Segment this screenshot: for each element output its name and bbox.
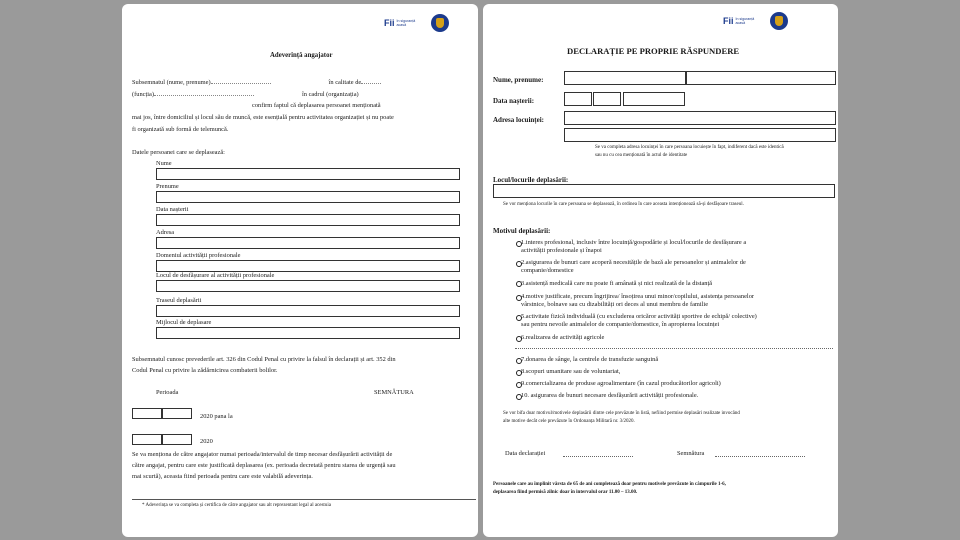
- surname-field[interactable]: [156, 191, 460, 203]
- reason-3-text: 3.asistență medicală care nu poate fi amânată și nici realizată de la distanță: [521, 280, 713, 287]
- period-end-day[interactable]: [132, 434, 162, 445]
- footnote: * Adeverința se va completa și certifica de către angajator sau alt reprezentant legal al acestuia: [142, 503, 331, 508]
- period-start-month[interactable]: [162, 408, 192, 419]
- name-field[interactable]: [156, 168, 460, 180]
- workplace-field[interactable]: [156, 280, 460, 292]
- field-label: Traseul deplasării: [156, 297, 202, 304]
- period-start-day[interactable]: [132, 408, 162, 419]
- birth-month-field[interactable]: [593, 92, 621, 106]
- campaign-logo: Fii în siguranță acasă: [723, 12, 788, 30]
- text-line: Se va menționa de către angajator numai perioada/intervalul de timp necesar desfășurării activității de: [132, 451, 393, 458]
- destination-note: Se vor menționa locurile în care persoana se deplasează, în ordinea în care aceasta intenționează să-și desfășoare traseul.: [503, 202, 744, 207]
- address-field-1[interactable]: [564, 111, 836, 125]
- reason-1-text: 1.interes profesional, inclusiv între locuință/gospodărie și locul/locurile de desfășurare a activității profesionale și înapoi: [521, 239, 747, 255]
- romanian-crest-icon: [431, 14, 449, 32]
- text-line: către angajat, pentru care este justificată deplasarea (ex. perioada decretată pentru starea de urgență sau: [132, 462, 396, 469]
- romanian-crest-icon: [770, 12, 788, 30]
- campaign-logo: Fii în siguranță acasă: [384, 14, 449, 32]
- field-label: Locul/locurile deplasării:: [493, 176, 569, 184]
- field-label: Locul de desfășurare al activității profesionale: [156, 272, 275, 279]
- text-line: Subsemnatul (nume, prenume) în calitate de: [132, 78, 381, 87]
- date-label: Data declarației: [505, 450, 546, 457]
- address-note: Se va completa adresa locuinței în care persoana locuiește în fapt, indiferent dacă este identică: [595, 145, 784, 150]
- reason-7-text: 7.donarea de sânge, la centrele de transfuzie sanguină: [521, 356, 659, 363]
- section-label: Motivul deplasării:: [493, 227, 551, 235]
- reason-10-text: 10. asigurarea de bunuri necesare desfășurării activității profesionale.: [521, 392, 699, 399]
- transport-field[interactable]: [156, 327, 460, 339]
- address-field-2[interactable]: [564, 128, 836, 142]
- reason-9-text: 9.comercializarea de produse agroalimentare (în cazul producătorilor agricoli): [521, 380, 721, 387]
- field-label: Domeniul activității profesionale: [156, 252, 241, 259]
- text-line: confirm faptul că deplasarea persoanei menționată: [252, 102, 381, 109]
- activity-domain-field[interactable]: [156, 260, 460, 272]
- address-field[interactable]: [156, 237, 460, 249]
- self-declaration-page: [483, 4, 838, 537]
- reason-6-text: 6.realizarea de activități agricole: [521, 334, 605, 341]
- page-title: Adeverință angajator: [270, 52, 333, 59]
- reasons-note: alte motive decât cele prevăzute în Ordonanța Militară nr. 3/2020.: [503, 419, 635, 424]
- field-label: Prenume: [156, 183, 179, 190]
- birthdate-field[interactable]: [156, 214, 460, 226]
- date-line[interactable]: [563, 456, 633, 457]
- period-label: Perioada: [156, 389, 179, 396]
- reasons-note: Se vor bifa doar motivul/motivele deplasării dintre cele prevăzute în listă, nefiind permise deplasări realizate invocând: [503, 411, 740, 416]
- field-label: Adresa: [156, 229, 175, 236]
- section-label: Datele persoanei care se deplasează:: [132, 149, 225, 156]
- surname-field[interactable]: [564, 71, 686, 85]
- reason-5-text: 5.activitate fizică individuală (cu excluderea oricăror activități sportive de echipă/ colective) sau pentru nevoile animalelor de companie/domestice, în apropierea locuinței: [521, 313, 757, 329]
- address-note: sau nu cu cea menționată în actul de identitate: [595, 153, 688, 158]
- birth-year-field[interactable]: [623, 92, 685, 106]
- field-label: Mijlocul de deplasare: [156, 319, 212, 326]
- text-line: mai scurtă), aceasta fiind perioada pentru care este valabilă adeverința.: [132, 473, 313, 480]
- field-label: Data nașterii: [156, 206, 189, 213]
- elderly-note: deplasarea fiind permisă zilnic doar în intervalul orar 11.00 – 13.00.: [493, 490, 638, 495]
- signature-label: SEMNĂTURA: [374, 389, 414, 396]
- field-label: Nume, prenume:: [493, 76, 544, 84]
- reason-2-text: 2.asigurarea de bunuri care acoperă necesitățile de bază ale persoanelor și animalelor de companie/domestice: [521, 259, 746, 275]
- field-label: Nume: [156, 160, 172, 167]
- year-text: 2020: [200, 438, 213, 445]
- field-label: Data nașterii:: [493, 97, 535, 105]
- separator: [515, 348, 833, 349]
- text-line: mai jos, între domiciliul și locul său de muncă, este esențială pentru activitatea organizației și nu poate: [132, 114, 394, 121]
- elderly-note: Persoanele care au împlinit vârsta de 65 de ani completează doar pentru motivele prevăzute în câmpurile 1-6,: [493, 482, 726, 487]
- period-end-month[interactable]: [162, 434, 192, 445]
- text-line: fi organizată sub formă de telemuncă.: [132, 126, 229, 133]
- reason-4-text: 4.motive justificate, precum îngrijirea/ însoțirea unui minor/copilului, asistența persoanelor vârstnice, bolnave sau cu dizabilități ori deces al unui membru de familie: [521, 293, 755, 309]
- text-line: Codul Penal cu privire la zădărnicirea combaterii bolilor.: [132, 367, 278, 374]
- year-text: 2020 pana la: [200, 413, 233, 420]
- employer-certificate-page: [122, 4, 478, 537]
- text-line: Subsemnatul cunosc prevederile art. 326 din Codul Penal cu privire la falsul în declarații și art. 352 din: [132, 356, 396, 363]
- reason-8-text: 8.scopuri umanitare sau de voluntariat,: [521, 368, 621, 375]
- divider: [132, 499, 476, 500]
- route-field[interactable]: [156, 305, 460, 317]
- birth-day-field[interactable]: [564, 92, 592, 106]
- signature-line[interactable]: [715, 456, 805, 457]
- given-name-field[interactable]: [686, 71, 836, 85]
- signature-label: Semnătura: [677, 450, 705, 457]
- field-label: Adresa locuinței:: [493, 116, 545, 124]
- destination-field[interactable]: [493, 184, 835, 198]
- page-title: DECLARAȚIE PE PROPRIE RĂSPUNDERE: [567, 46, 740, 56]
- text-line: (funcția) în cadrul (organizația): [132, 91, 359, 98]
